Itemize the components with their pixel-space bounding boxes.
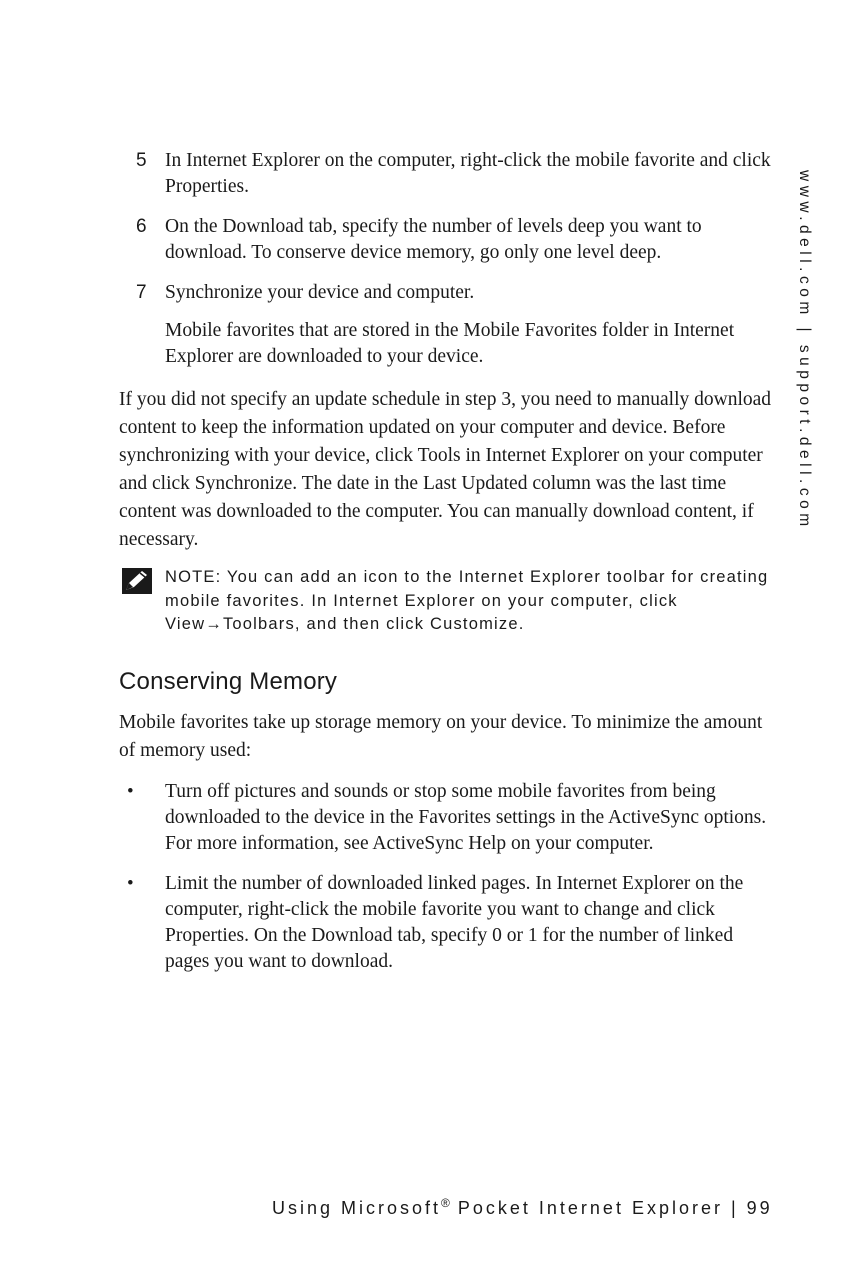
bullet-marker: • — [127, 873, 134, 894]
section-heading: Conserving Memory — [119, 668, 338, 695]
step-text: In Internet Explorer on the computer, right-click the mobile favorite and click Properties. — [165, 150, 771, 197]
body-paragraph: If you did not specify an update schedule in step 3, you need to manually download content to keep the information updated on your computer and device. Before synchronizing with your device, click Tools in Internet Explorer on your computer and click Synchronize. The date in the Last Updated column was the last time content was downloaded to the computer. You can manually download content, if necessary. — [119, 389, 772, 550]
step-number: 7 — [136, 282, 147, 303]
note-block — [122, 566, 782, 637]
pencil-note-icon — [122, 568, 152, 594]
footer-title: Using Microsoft — [272, 1198, 442, 1218]
bullet-marker: • — [127, 781, 134, 802]
section-intro: Mobile favorites take up storage memory on your device. To minimize the amount of memory used: — [119, 712, 763, 761]
footer-separator: | — [730, 1198, 739, 1218]
side-url: www.dell.com | support.dell.com — [796, 170, 813, 531]
step-subtext: Mobile favorites that are stored in the Mobile Favorites folder in Internet Explorer are downloaded to your device. — [165, 320, 735, 367]
list-item — [0, 871, 853, 975]
bullet-list — [0, 779, 853, 989]
step-text: On the Download tab, specify the number of levels deep you want to download. To conserve device memory, go only one level deep. — [165, 216, 702, 263]
step-6 — [0, 214, 853, 266]
step-number: 6 — [136, 216, 147, 237]
footer-title-rest: Pocket Internet Explorer — [449, 1198, 723, 1218]
numbered-steps — [0, 148, 853, 384]
bullet-text: Limit the number of downloaded linked pages. In Internet Explorer on the computer, right-click the mobile favorite you want to change and click Properties. On the Download tab, specify 0 or 1 for the number of linked pages you want to download. — [165, 873, 744, 972]
page-number: 99 — [746, 1198, 773, 1218]
list-item — [0, 779, 853, 857]
bullet-text: Turn off pictures and sounds or stop some mobile favorites from being downloaded to the device in the Favorites settings in the ActiveSync options. For more information, see ActiveSync Help on your computer. — [165, 781, 767, 854]
page-footer — [272, 1196, 773, 1219]
note-text: NOTE: You can add an icon to the Internet Explorer toolbar for creating mobile favorites. In Internet Explorer on your computer, click View→Toolbars, and then click Customize. — [165, 568, 769, 633]
step-5 — [0, 148, 853, 200]
step-7 — [0, 280, 853, 370]
step-number: 5 — [136, 150, 147, 171]
registered-mark: ® — [441, 1196, 450, 1210]
step-text: Synchronize your device and computer. — [165, 282, 475, 303]
